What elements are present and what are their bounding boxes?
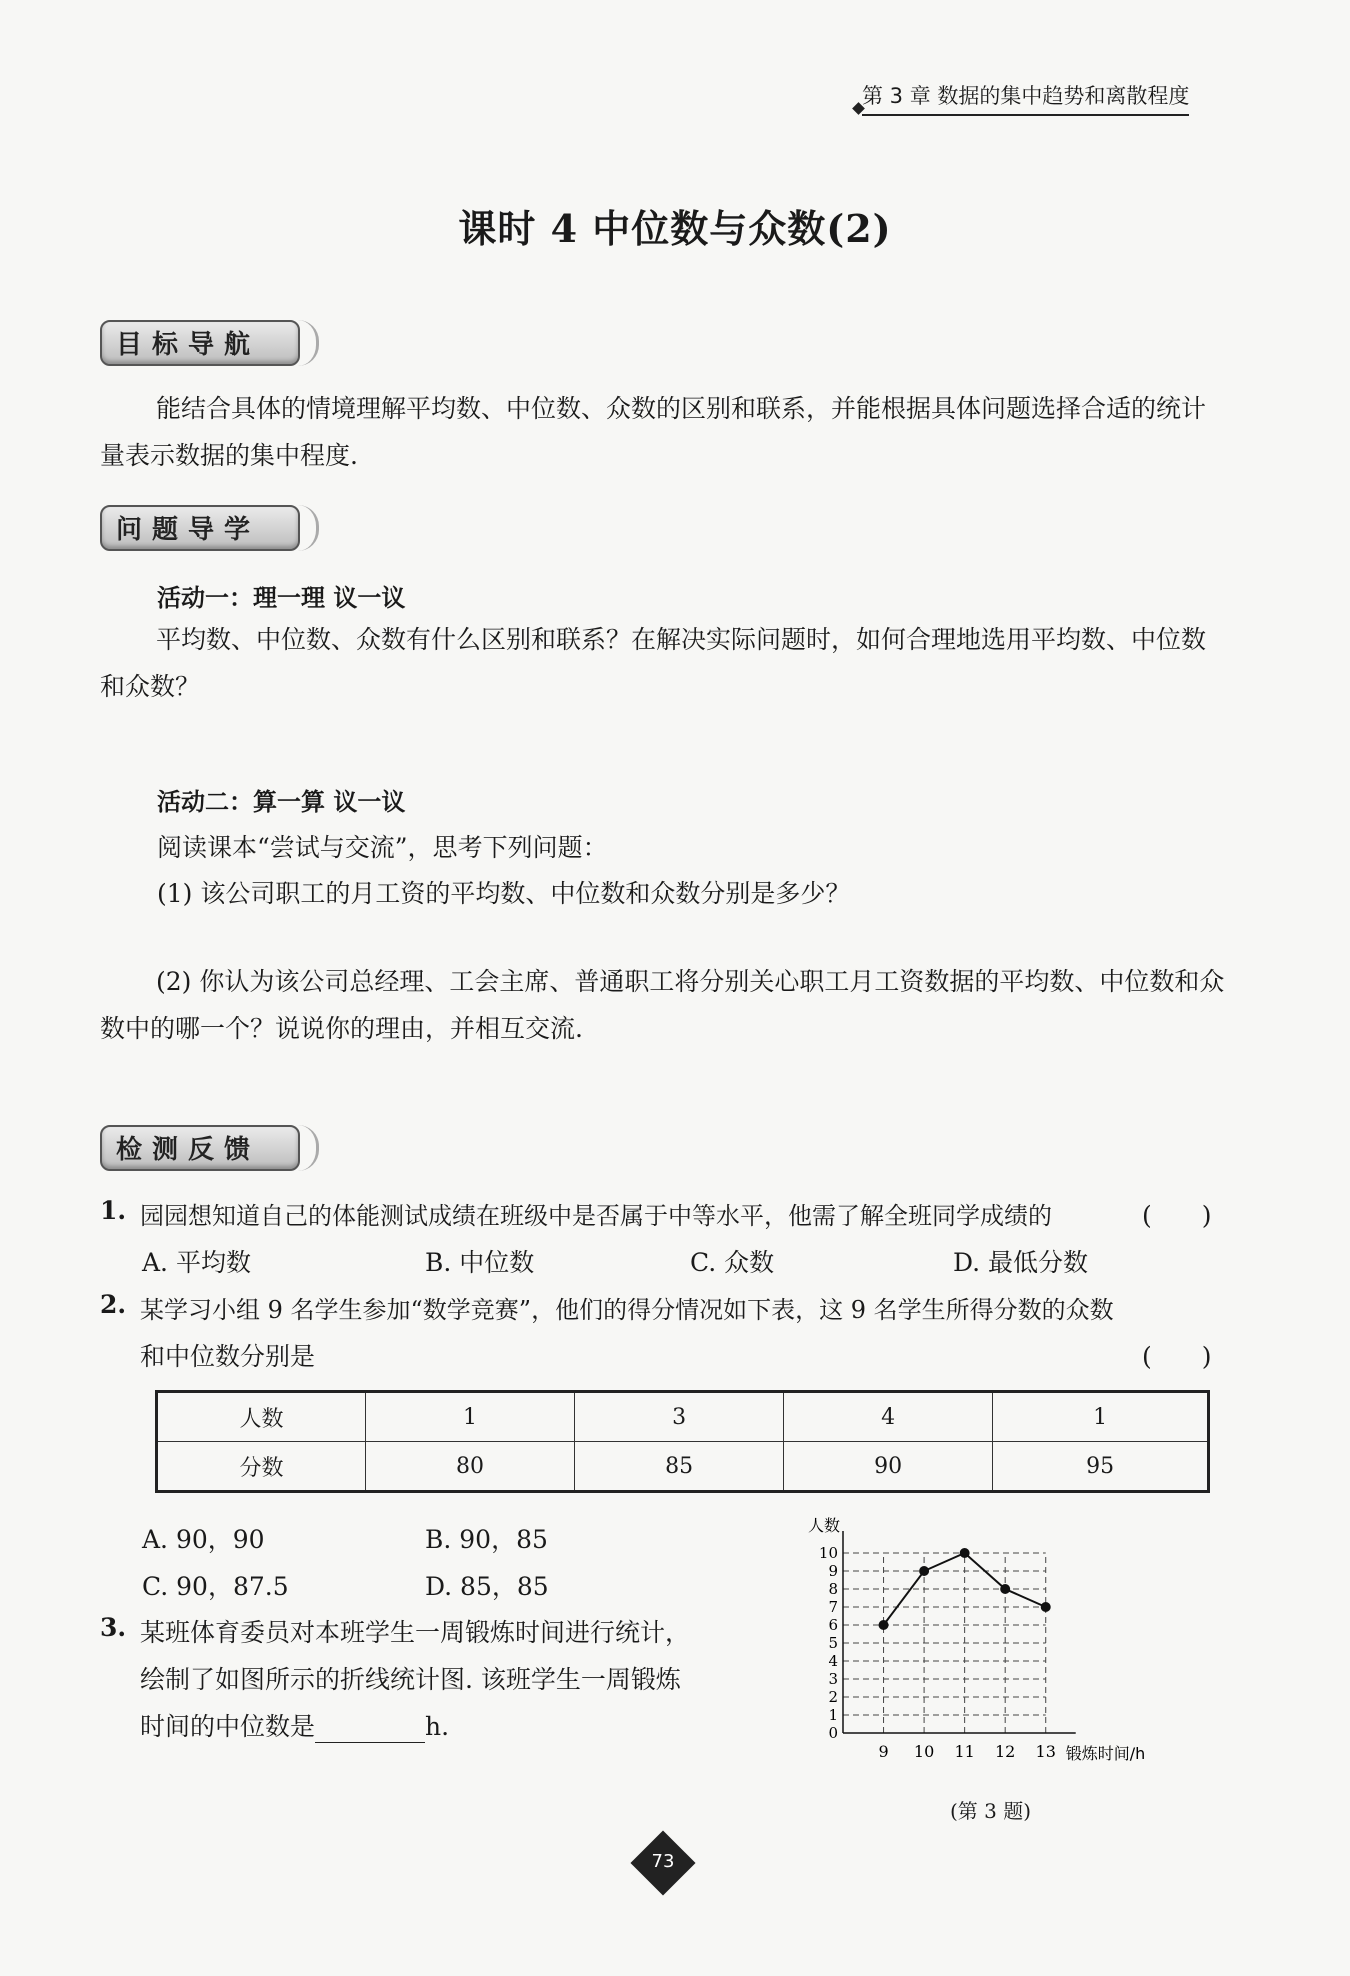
table-cell: 90 xyxy=(784,1442,993,1492)
question-3-text-line3 xyxy=(140,1707,449,1743)
data-point xyxy=(960,1548,970,1558)
x-tick-label: 13 xyxy=(1035,1742,1056,1761)
question-1-option-d[interactable]: D. 最低分数 xyxy=(953,1248,1089,1277)
chapter-header: 第 3 章 数据的集中趋势和离散程度 xyxy=(862,80,1189,116)
activity2-intro: 阅读课本“尝试与交流”，思考下列问题： xyxy=(157,833,608,862)
table-header-cell: 分数 xyxy=(157,1442,366,1492)
question-1-number: 1. xyxy=(100,1196,127,1225)
table-row xyxy=(157,1392,1209,1442)
page-number: 73 xyxy=(651,1851,675,1872)
x-tick-label: 9 xyxy=(878,1742,889,1761)
question-1-answer-paren[interactable]: ( ) xyxy=(1142,1201,1212,1230)
question-2-option-b[interactable]: B. 90，85 xyxy=(425,1525,548,1554)
data-point xyxy=(1000,1584,1010,1594)
question-2-option-c[interactable]: C. 90，87.5 xyxy=(142,1572,289,1601)
table-cell: 1 xyxy=(993,1392,1209,1442)
question-2-text-line2: 和中位数分别是 xyxy=(140,1342,316,1371)
y-tick-label: 0 xyxy=(828,1724,838,1742)
badge-decoration xyxy=(298,320,319,366)
table-row xyxy=(157,1442,1209,1492)
question-1-text: 园园想知道自己的体能测试成绩在班级中是否属于中等水平，他需了解全班同学成绩的 xyxy=(140,1202,1052,1230)
x-axis-label: 锻炼时间/h xyxy=(1065,1744,1146,1763)
y-tick-label: 8 xyxy=(828,1580,838,1598)
badge-decoration xyxy=(298,1125,319,1171)
page-title: 课时 4 中位数与众数(2) xyxy=(458,206,892,251)
question-3-text-prefix: 时间的中位数是 xyxy=(140,1712,316,1741)
x-tick-label: 12 xyxy=(995,1742,1016,1761)
question-3-text-suffix: h. xyxy=(425,1712,450,1741)
data-point xyxy=(879,1620,889,1630)
y-tick-label: 1 xyxy=(828,1706,838,1724)
chart-axes xyxy=(843,1531,1076,1733)
y-tick-label: 5 xyxy=(828,1634,838,1652)
table-cell: 95 xyxy=(993,1442,1209,1492)
table-cell: 4 xyxy=(784,1392,993,1442)
data-point xyxy=(919,1566,929,1576)
question-2-text-line1: 某学习小组 9 名学生参加“数学竞赛”，他们的得分情况如下表，这 9 名学生所得分数的众数 xyxy=(140,1296,1114,1324)
x-tick-label: 11 xyxy=(954,1742,975,1761)
activity2-question-1: (1) 该公司职工的月工资的平均数、中位数和众数分别是多少？ xyxy=(157,879,851,908)
line-chart xyxy=(790,1515,1210,1785)
table-cell: 1 xyxy=(366,1392,575,1442)
section-badge-goal: 目标导航 xyxy=(100,320,300,366)
y-tick-label: 3 xyxy=(828,1670,838,1688)
score-table xyxy=(155,1390,1210,1493)
answer-blank[interactable] xyxy=(315,1718,425,1743)
y-tick-label: 6 xyxy=(828,1616,838,1634)
table-cell: 3 xyxy=(575,1392,784,1442)
y-tick-label: 4 xyxy=(828,1652,838,1670)
y-axis-label: 人数 xyxy=(807,1516,840,1535)
question-3-text-line2: 绘制了如图所示的折线统计图. 该班学生一周锻炼 xyxy=(140,1665,681,1694)
activity2-title: 活动二：算一算 议一议 xyxy=(157,788,406,816)
activity2-question-2: (2) 你认为该公司总经理、工会主席、普通职工将分别关心职工月工资数据的平均数、中位数和众数中的哪一个？说说你的理由，并相互交流. xyxy=(100,967,1225,1043)
question-3-number: 3. xyxy=(100,1613,127,1642)
question-2-number: 2. xyxy=(100,1290,127,1319)
question-2-option-a[interactable]: A. 90，90 xyxy=(142,1525,265,1554)
question-3-text-line1: 某班体育委员对本班学生一周锻炼时间进行统计， xyxy=(140,1618,691,1647)
x-tick-label: 10 xyxy=(913,1742,935,1761)
y-tick-label: 2 xyxy=(828,1688,838,1706)
chart-caption: (第 3 题) xyxy=(950,1799,1032,1823)
badge-decoration xyxy=(298,505,319,551)
section-badge-check: 检测反馈 xyxy=(100,1125,300,1171)
data-point xyxy=(1041,1602,1051,1612)
table-cell: 80 xyxy=(366,1442,575,1492)
y-tick-label: 9 xyxy=(828,1562,838,1580)
activity1-text: 平均数、中位数、众数有什么区别和联系？在解决实际问题时，如何合理地选用平均数、中位数和众数？ xyxy=(100,625,1207,701)
section-badge-guide: 问题导学 xyxy=(100,505,300,551)
question-2-answer-paren[interactable]: ( ) xyxy=(1142,1342,1212,1371)
question-1-option-a[interactable]: A. 平均数 xyxy=(142,1248,251,1277)
table-header-cell: 人数 xyxy=(157,1392,366,1442)
goal-text: 能结合具体的情境理解平均数、中位数、众数的区别和联系，并能根据具体问题选择合适的统计量表示数据的集中程度. xyxy=(100,394,1207,470)
question-2-option-d[interactable]: D. 85，85 xyxy=(425,1572,549,1601)
table-cell: 85 xyxy=(575,1442,784,1492)
y-tick-label: 7 xyxy=(828,1598,838,1616)
question-1-option-b[interactable]: B. 中位数 xyxy=(425,1248,535,1277)
activity1-title: 活动一：理一理 议一议 xyxy=(157,584,406,612)
y-tick-label: 10 xyxy=(818,1544,838,1562)
chart-grid xyxy=(843,1553,1046,1733)
question-1-option-c[interactable]: C. 众数 xyxy=(690,1248,775,1277)
